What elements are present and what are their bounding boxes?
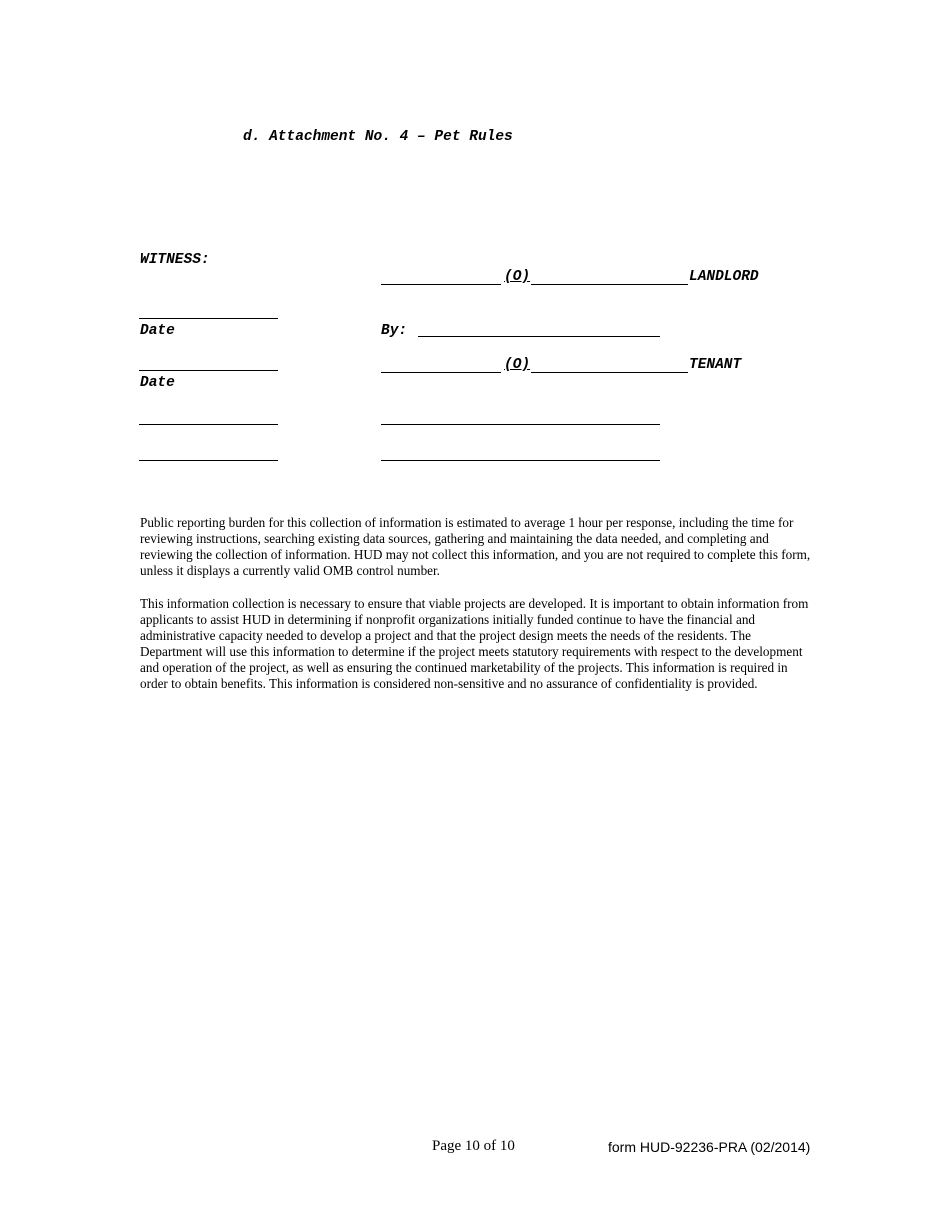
witness-signature-line-2: [139, 370, 278, 371]
witness-signature-line-1: [139, 318, 278, 319]
burden-statement: Public reporting burden for this collection of information is estimated to average 1 hour per response, including the time for reviewing instructions, searching existing data sources, gathering and maintaining the data needed, and completing and reviewing the collection of information. HUD may not collect this information, and you are not required to complete this form, unless it displays a currently valid OMB control number.: [140, 515, 811, 579]
tenant-label: TENANT: [689, 357, 742, 373]
landlord-signature-line-left: [381, 284, 501, 285]
form-number: form HUD-92236-PRA (02/2014): [608, 1139, 811, 1155]
tenant-signature-line-right: [531, 372, 688, 373]
purpose-statement: This information collection is necessary to ensure that viable projects are developed. It is important to obtain information from applicants to assist HUD in determining if nonprofit organizations initially funded continue to have the financial and administrative capacity needed to develop a project and that the project design meets the needs of the residents. The Department will use this information to determine if the project meets statutory requirements with respect to the development and operation of the project, as well as ensuring the continued marketability of the projects. This information is required in order to obtain benefits. This information is considered non-sensitive and no assurance of confidentiality is provided.: [140, 596, 809, 692]
date-label-1: Date: [140, 323, 175, 339]
witness-signature-line-3: [139, 424, 278, 425]
tenant-signature-line-3: [381, 460, 660, 461]
page-number: Page 10 of 10: [432, 1138, 515, 1154]
witness-signature-line-4: [139, 460, 278, 461]
date-label-2: Date: [140, 375, 175, 391]
landlord-signature-line-right: [531, 284, 688, 285]
landlord-mark: (O): [504, 269, 531, 285]
tenant-signature-line-2: [381, 424, 660, 425]
page-heading: d. Attachment No. 4 – Pet Rules: [243, 129, 513, 145]
tenant-mark: (O): [504, 357, 531, 373]
witness-label: WITNESS:: [140, 252, 210, 268]
by-label: By:: [381, 323, 408, 339]
tenant-signature-line-left: [381, 372, 501, 373]
by-signature-line: [418, 336, 660, 337]
landlord-label: LANDLORD: [689, 269, 759, 285]
